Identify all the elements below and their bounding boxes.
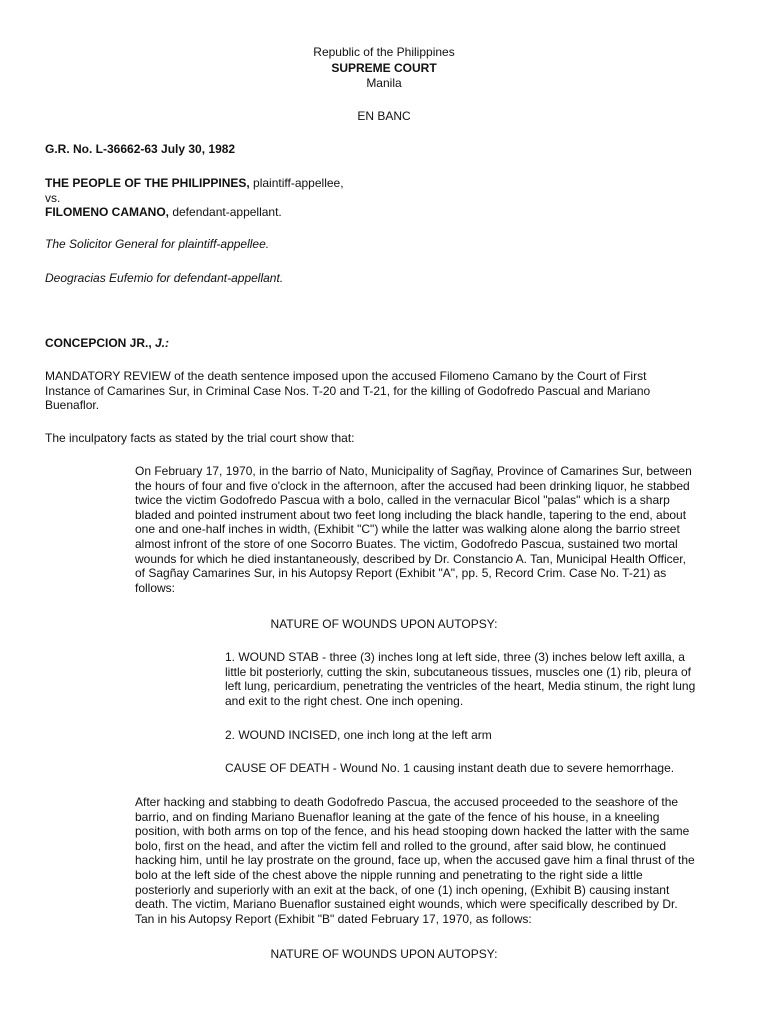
plaintiff-role: plaintiff-appellee, xyxy=(249,176,344,190)
plaintiff-name: THE PEOPLE OF THE PHILIPPINES, xyxy=(45,176,250,190)
text-line: the hours of four and five o'clock in the afternoon, after the accused had been drinking liquor, he stabbed xyxy=(135,478,690,493)
text-line: Instance of Camarines Sur, in Criminal Case Nos. T-20 and T-21, for the killing of Godofredo Pascual and Mariano xyxy=(45,383,651,398)
cause-of-death: CAUSE OF DEATH - Wound No. 1 causing instant death due to severe hemorrhage. xyxy=(225,761,675,775)
plaintiff-counsel: The Solicitor General for plaintiff-appellee. xyxy=(45,237,270,251)
division-label: EN BANC xyxy=(357,109,411,123)
text-line: MANDATORY REVIEW of the death sentence imposed upon the accused Filomeno Camano by the Court of First xyxy=(45,369,647,383)
ponente-line xyxy=(45,336,169,351)
text-line: follows: xyxy=(135,580,176,595)
ponente-title: J.: xyxy=(155,336,170,350)
text-line: of Sagñay Camarines Sur, in his Autopsy Report (Exhibit "A", pp. 5, Record Crim. Case No. T-21) as xyxy=(135,566,667,581)
nature-heading-2: NATURE OF WOUNDS UPON AUTOPSY: xyxy=(270,947,498,961)
text-line: 1. WOUND STAB - three (3) inches long at left side, three (3) inches below left axilla, a xyxy=(225,650,685,664)
text-line: barrio, and on finding Mariano Buenaflor leaning at the gate of the fence of his house, in a kneeling xyxy=(135,809,660,824)
text-line: On February 17, 1970, in the barrio of Nato, Municipality of Sagñay, Province of Camarines Sur, between xyxy=(135,464,692,478)
republic-line: Republic of the Philippines xyxy=(313,45,455,59)
quoted-paragraph-1 xyxy=(135,464,692,595)
case-number: G.R. No. L-36662-63 July 30, 1982 xyxy=(45,142,236,156)
defendant-role: defendant-appellant. xyxy=(169,205,282,219)
text-line: After hacking and stabbing to death Godofredo Pascua, the accused proceeded to the seashore of the xyxy=(135,795,679,809)
inculpatory-line: The inculpatory facts as stated by the trial court show that: xyxy=(45,431,355,445)
text-line: death. The victim, Mariano Buenaflor sustained eight wounds, which were specifically described by Dr. xyxy=(135,897,678,912)
ponente-name: CONCEPCION JR., xyxy=(45,336,156,350)
text-line: bolo, first on the head, and after the victim fell and rolled to the ground, after said blow, he continued xyxy=(135,838,666,853)
intro-paragraph xyxy=(45,369,650,413)
defendant-line xyxy=(45,205,282,220)
text-line: almost infront of the store of one Socorro Buates. The victim, Godofredo Pascua, sustained two mortal xyxy=(135,536,678,551)
court-name: SUPREME COURT xyxy=(331,61,437,75)
plaintiff-line xyxy=(45,176,344,191)
text-line: wounds for which he died instantaneously, described by Dr. Constancio A. Tan, Municipal Health Officer, xyxy=(135,551,686,566)
text-line: and exit to the right chest. One inch opening. xyxy=(225,693,464,708)
text-line: little bit posteriorly, cutting the skin, subcutaneous tissues, muscles one (1) rib, pleura of xyxy=(225,664,692,679)
quoted-paragraph-2 xyxy=(135,795,695,926)
wound-item-2: 2. WOUND INCISED, one inch long at the left arm xyxy=(225,728,492,742)
text-line: Buenaflor. xyxy=(45,398,100,413)
defendant-counsel: Deogracias Eufemio for defendant-appellant. xyxy=(45,271,284,285)
defendant-name: FILOMENO CAMANO, xyxy=(45,205,169,219)
text-line: bolo at the left side of the chest above the nipple running and penetrating to the right side a little xyxy=(135,867,643,882)
court-location: Manila xyxy=(366,76,402,90)
text-line: left lung, pericardium, penetrating the ventricles of the heart, Media stinum, the right lung xyxy=(225,679,696,694)
text-line: posteriorly and superiorly with an exit at the back, of one (1) inch opening, (Exhibit B) causing instant xyxy=(135,882,670,897)
text-line: position, with both arms on top of the fence, and his head stooping down hacked the latter with the same xyxy=(135,824,690,839)
text-line: hacking him, until he lay prostrate on the ground, face up, when the accused gave him a final thrust of the xyxy=(135,853,695,868)
wound-item-1 xyxy=(225,650,695,708)
text-line: one and one-half inches in width, (Exhibit "C") while the latter was walking alone along the barrio street xyxy=(135,522,680,537)
versus-label: vs. xyxy=(45,191,61,205)
text-line: bladed and pointed instrument about two feet long including the black handle, tapering to the end, about xyxy=(135,507,687,522)
nature-heading-1: NATURE OF WOUNDS UPON AUTOPSY: xyxy=(270,617,498,631)
text-line: Tan in his Autopsy Report (Exhibit "B" dated February 17, 1970, as follows: xyxy=(135,911,532,926)
text-line: twice the victim Godofredo Pascua with a bolo, called in the vernacular Bicol "palas" which is a sharp xyxy=(135,493,670,508)
